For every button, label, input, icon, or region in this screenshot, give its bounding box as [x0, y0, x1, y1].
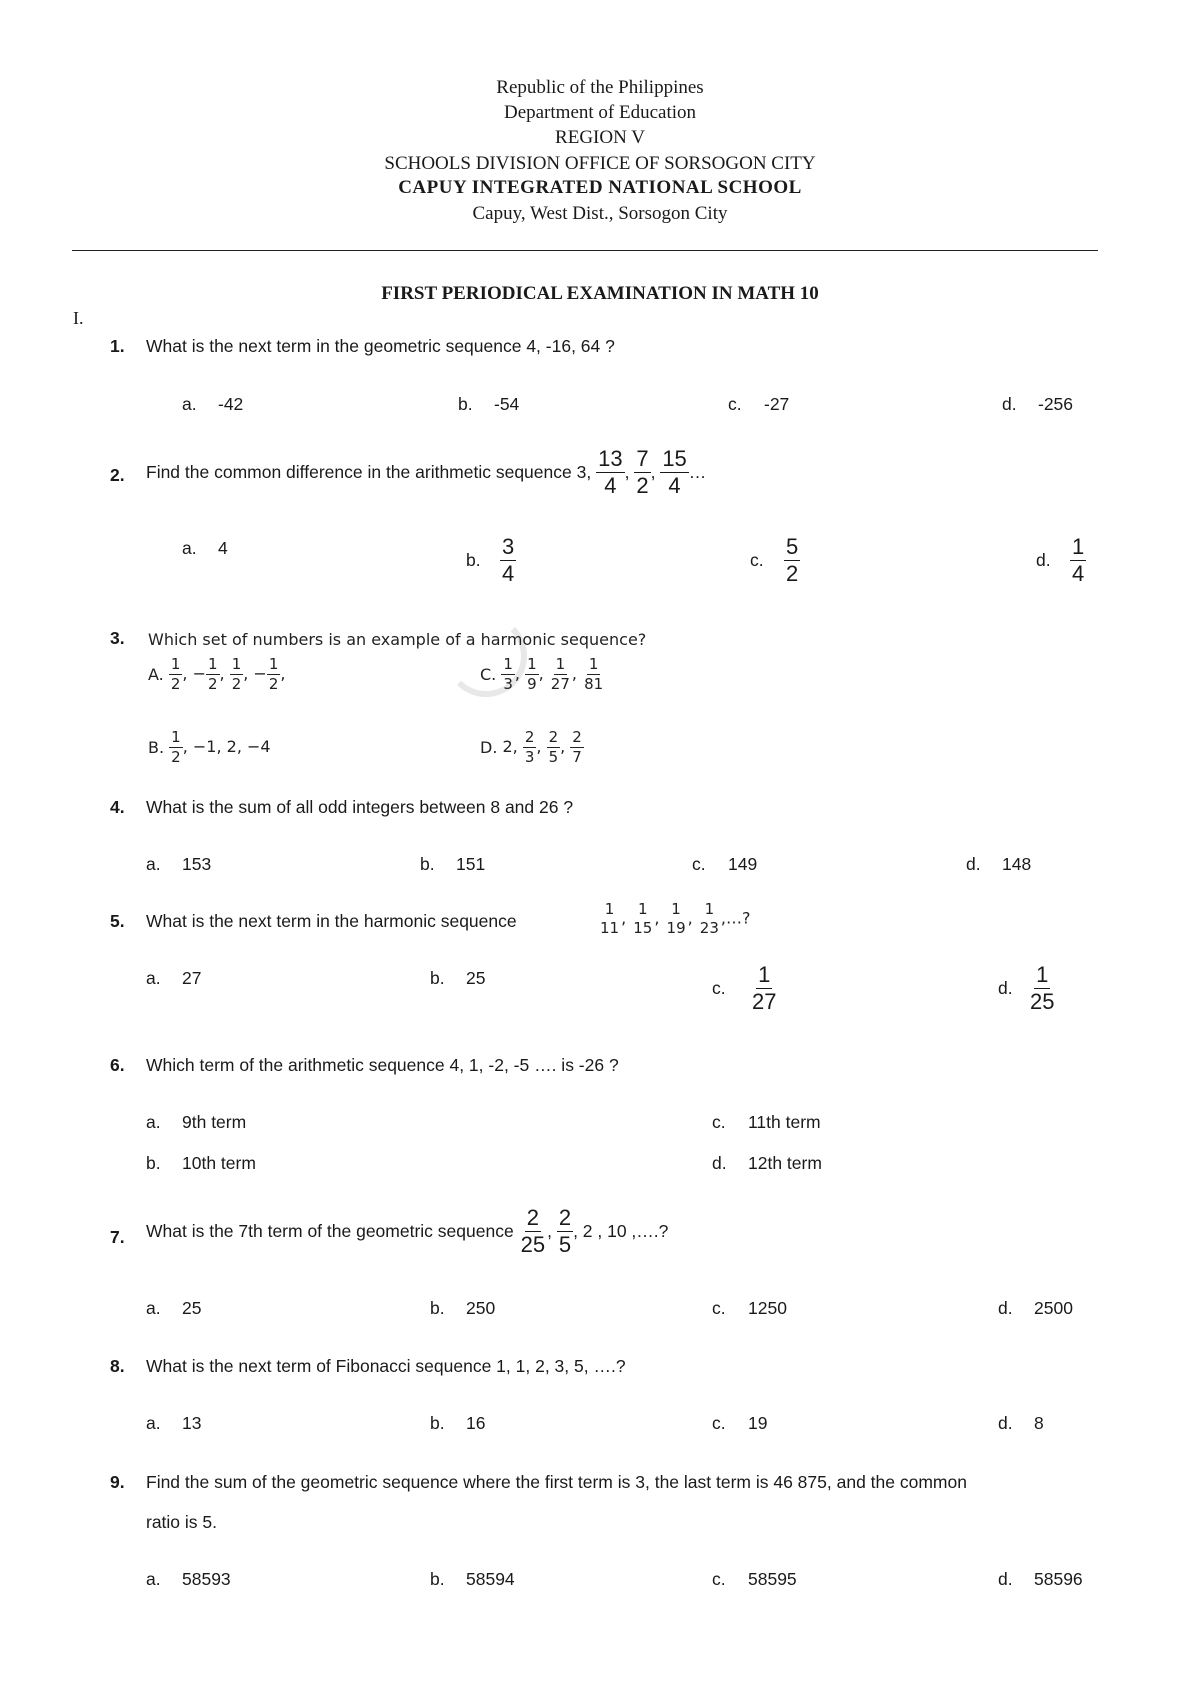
question-number: 3. [110, 628, 125, 648]
question-2-text: Find the common difference in the arithmetic sequence 3, $\frac{13}{4}$ , $\frac{7}{2}$ , $\frac{15}{4}$ … [146, 446, 707, 498]
q1-option-d: d. -256 [1002, 394, 1074, 414]
question-4-text: What is the sum of all odd integers between 8 and 26 ? [146, 797, 574, 817]
fraction: $\frac{7}{2}$ [636, 446, 649, 498]
question-number: 6. [110, 1055, 125, 1075]
question-5-text: What is the next term in the harmonic sequence [146, 911, 517, 931]
question-7-text: What is the 7th term of the geometric sequence $\frac{2}{25}$ , $\frac{2}{5}$ , 2 , 10 ,….? [146, 1205, 669, 1257]
q6-option-d: d. 12th term [712, 1153, 822, 1173]
header-department: Department of Education [503, 102, 697, 123]
q6-option-b: b. 10th term [146, 1153, 256, 1173]
q5-option-b: b. 25 [430, 968, 486, 988]
q4-option-a: a. 153 [146, 854, 212, 874]
q9-option-a: a. 58593 [146, 1569, 231, 1589]
q9-option-c: c. 58595 [712, 1569, 797, 1589]
q9-option-b: b. 58594 [430, 1569, 515, 1589]
question-number: 8. [110, 1356, 125, 1376]
q9-option-d: d. 58596 [998, 1569, 1083, 1589]
fraction: $\frac{15}{4}$ [662, 446, 687, 498]
part-label: I. [73, 308, 84, 328]
question-number: 9. [110, 1472, 125, 1492]
question-9-text: Find the sum of the geometric sequence where the first term is 3, the last term is 46 875, and the common [146, 1472, 967, 1492]
q6-option-c: c. 11th term [712, 1112, 821, 1132]
q3-option-b: B. $\frac{1}{2}$ , −1, 2, −4 [148, 728, 271, 766]
q3-option-c: C. $\frac{1}{3}$ , $\frac{1}{9}$ , $\frac{1}{27}$ , $\frac{1}{81}$ [480, 655, 604, 693]
question-number: 2. [110, 465, 125, 485]
header-divider [72, 250, 1098, 251]
q2-option-d: d. $\frac{1}{4}$ [1036, 534, 1085, 586]
q7-option-c: c. 1250 [712, 1298, 787, 1318]
q2-option-c: c. $\frac{5}{2}$ [750, 534, 799, 586]
question-1-text: What is the next term in the geometric sequence 4, -16, 64 ? [146, 336, 615, 356]
q8-option-d: d. 8 [998, 1413, 1044, 1433]
q2-option-a: a. 4 [182, 538, 228, 558]
q7-option-d: d. 2500 [998, 1298, 1073, 1318]
question-3-text: Which set of numbers is an example of a harmonic sequence? [148, 630, 647, 649]
q3-option-d: D. 2, $\frac{2}{3}$ , $\frac{2}{5}$ , $\frac{2}{7}$ [480, 728, 582, 766]
question-number: 1. [110, 336, 125, 356]
q5-sequence: 1 11 , 1 15 , 1 19 , 1 23 ,…? [600, 900, 751, 937]
q2-option-b: b. $\frac{3}{4}$ [466, 534, 515, 586]
header-region: REGION V [555, 127, 645, 148]
q5-option-d: d. $\frac{1}{25}$ [998, 962, 1055, 1014]
q6-option-a: a. 9th term [146, 1112, 247, 1132]
header-republic: Republic of the Philippines [496, 77, 704, 98]
q4-option-b: b. 151 [420, 854, 486, 874]
header-division: SCHOOLS DIVISION OFFICE OF SORSOGON CITY [384, 153, 816, 174]
q7-option-b: b. 250 [430, 1298, 496, 1318]
header-school: CAPUY INTEGRATED NATIONAL SCHOOL [398, 177, 802, 198]
q8-option-b: b. 16 [430, 1413, 486, 1433]
q1-option-c: c. -27 [728, 394, 790, 414]
question-number: 7. [110, 1227, 125, 1247]
q5-option-c: c. $\frac{1}{27}$ [712, 962, 777, 1014]
header-address: Capuy, West Dist., Sorsogon City [472, 203, 728, 224]
fraction: $\frac{13}{4}$ [598, 446, 623, 498]
q1-option-b: b. -54 [458, 394, 520, 414]
q8-option-a: a. 13 [146, 1413, 202, 1433]
q8-option-c: c. 19 [712, 1413, 768, 1433]
question-9-text-cont: ratio is 5. [146, 1512, 217, 1532]
q3-option-a: A. $\frac{1}{2}$ , − $\frac{1}{2}$ , $\frac{1}{2}$ , − $\frac{1}{2}$ , [148, 655, 286, 693]
question-number: 4. [110, 797, 125, 817]
question-6-text: Which term of the arithmetic sequence 4, 1, -2, -5 …. is -26 ? [146, 1055, 619, 1075]
exam-title: FIRST PERIODICAL EXAMINATION IN MATH 10 [381, 283, 819, 304]
q5-option-a: a. 27 [146, 968, 202, 988]
q4-option-c: c. 149 [692, 854, 758, 874]
q4-option-d: d. 148 [966, 854, 1032, 874]
q7-option-a: a. 25 [146, 1298, 202, 1318]
question-8-text: What is the next term of Fibonacci sequence 1, 1, 2, 3, 5, ….? [146, 1356, 626, 1376]
q1-option-a: a. -42 [182, 394, 244, 414]
question-number: 5. [110, 911, 125, 931]
